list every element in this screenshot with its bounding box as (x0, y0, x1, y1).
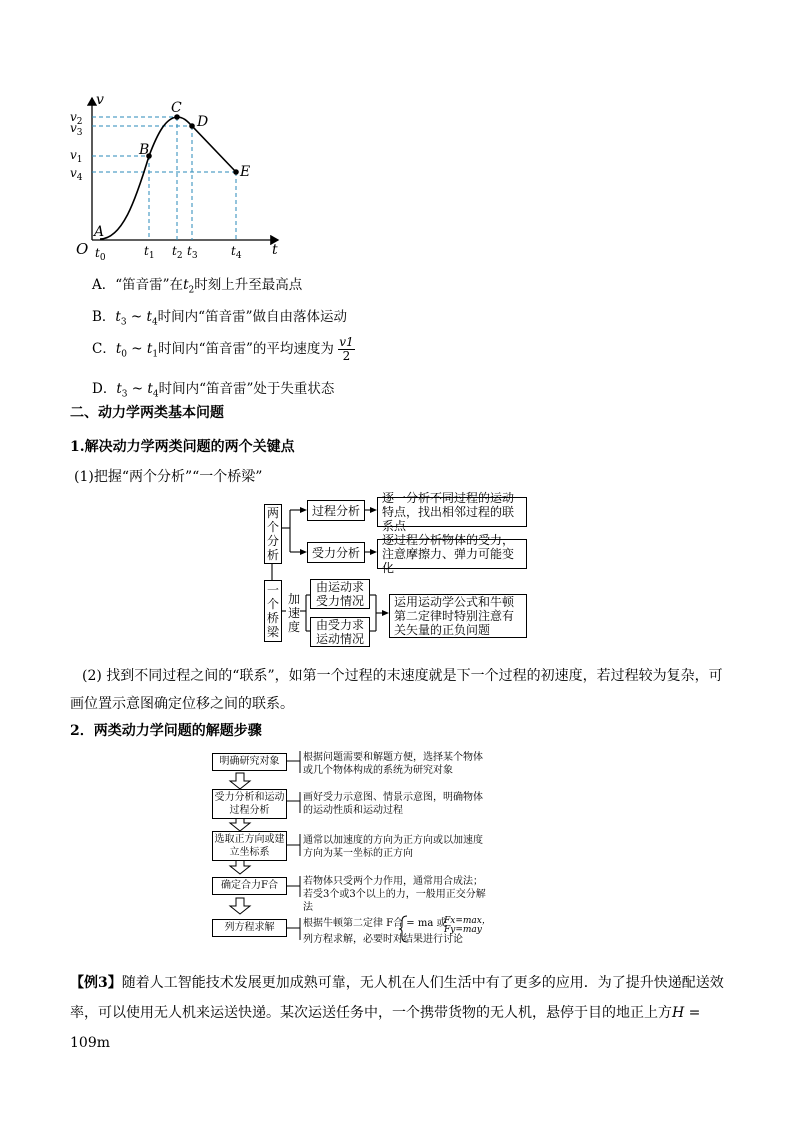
step-5-box: 列方程求解 (212, 919, 287, 937)
average-velocity-fraction: $\frac{v1}{2}$ (339, 335, 354, 363)
motion-to-force-box: 由运动求受力情况 (310, 579, 370, 609)
process-desc-box: 逐一分析不同过程的运动特点，找出相邻过程的联系点 (377, 497, 527, 527)
step-4-box: 确定合力F合 (212, 877, 287, 895)
force-analysis-box: 受力分析 (307, 542, 365, 563)
section-2-title: 二、动力学两类基本问题 (70, 405, 224, 421)
force-desc-box: 逐过程分析物体的受力，注意摩擦力、弹力可能变化 (377, 539, 527, 569)
step-5-desc: 根据牛顿第二定律 F合 = ma 或 (303, 918, 447, 929)
acceleration-label: 加速度 (288, 592, 301, 634)
t0-tick: $t_0$ (95, 246, 106, 262)
point-e-label: E (240, 164, 251, 180)
process-analysis-box: 过程分析 (307, 500, 365, 521)
item-2: (2) 找到不同过程之间的“联系”，如第一个过程的末速度就是下一个过程的初速度，若过程较为复杂，可画位置示意图确定位移之间的联系。 (70, 668, 723, 712)
example-text: 随着人工智能技术发展更加成熟可靠，无人机在人们生活中有了更多的应用．为了提升快递配送效率，可以使用无人机来运送快递。某次运送任务中，一个携带货物的无人机，悬停于目的地正上方 (70, 975, 724, 1021)
step-2-desc: 画好受力示意图、情景示意图，明确物体的运动性质和运动过程 (303, 792, 483, 816)
velocity-curve (100, 117, 236, 239)
step-4-desc: 若物体只受两个力作用，通常用合成法；若受3个或3个以上的力，一般用正交分解法 (303, 876, 486, 913)
example-h-val: = 109m (70, 1005, 701, 1051)
example-3 (70, 968, 730, 1058)
t1-tick: $t_1$ (144, 244, 155, 261)
option-d[interactable]: D．$t_3$ ~ $t_4$时间内“笛音雷”处于失重状态 (92, 381, 335, 400)
step-1-desc: 根据问题需要和解题方便，选择某个物体或几个物体构成的系统为研究对象 (303, 752, 483, 776)
option-a[interactable]: A．“笛音雷”在$t_2$时刻上升至最高点 (92, 277, 303, 296)
bridge-desc-box: 运用运动学公式和牛顿第二定律时特别注意有关矢量的正负问题 (389, 594, 527, 638)
two-analysis-box: 两个分析 (264, 504, 282, 564)
subsection-2-title: 2．两类动力学问题的解题步骤 (70, 723, 262, 739)
origin-label: O (76, 240, 89, 258)
step-2-box: 受力分析和运动过程分析 (212, 789, 287, 819)
t4-tick: $t_4$ (231, 244, 242, 261)
point-c-label: C (171, 100, 182, 116)
step-3-box: 选取正方向或建立坐标系 (212, 831, 287, 861)
force-to-motion-box: 由受力求运动情况 (310, 617, 370, 647)
v3-tick: $v_3$ (70, 121, 83, 138)
velocity-time-graph (60, 92, 290, 262)
step-3-desc: 通常以加速度的方向为正方向或以加速度方向为某一坐标的正方向 (303, 835, 483, 859)
subsection-1-title: 1.解决动力学两类问题的两个关键点 (70, 439, 295, 455)
axis-v-label: v (96, 92, 104, 108)
point-d-dot (189, 123, 195, 129)
point-d-label: D (197, 114, 209, 130)
point-e-dot (233, 169, 239, 175)
step-5-eq-1: Fx=max， (444, 916, 491, 926)
step-5-eq-2: Fy=may (444, 925, 482, 935)
v1-tick: $v_1$ (70, 148, 83, 165)
axis-t-label: t (272, 242, 278, 258)
t3-tick: $t_3$ (187, 244, 198, 261)
point-a-label: A (94, 224, 105, 240)
step-1-box: 明确研究对象 (212, 753, 287, 771)
step-5-desc-2: 列方程求解，必要时对结果进行讨论 (303, 934, 463, 945)
v4-tick: $v_4$ (70, 166, 83, 183)
example-h-var: H (672, 1005, 685, 1021)
item-1: (1)把握“两个分析”“一个桥梁” (74, 469, 263, 485)
option-c[interactable]: C．$t_0$ ~ $t_1$时间内“笛音雷”的平均速度为 $\frac{v1}{2}$ (92, 335, 354, 363)
example-tag: 【例3】 (70, 975, 122, 991)
v2-tick: $v_2$ (70, 110, 83, 127)
one-bridge-box: 一个桥梁 (264, 580, 282, 642)
t2-tick: $t_2$ (172, 244, 183, 261)
point-b-label: B (139, 142, 150, 158)
option-b[interactable]: B．$t_3$ ~ $t_4$时间内“笛音雷”做自由落体运动 (92, 309, 347, 328)
